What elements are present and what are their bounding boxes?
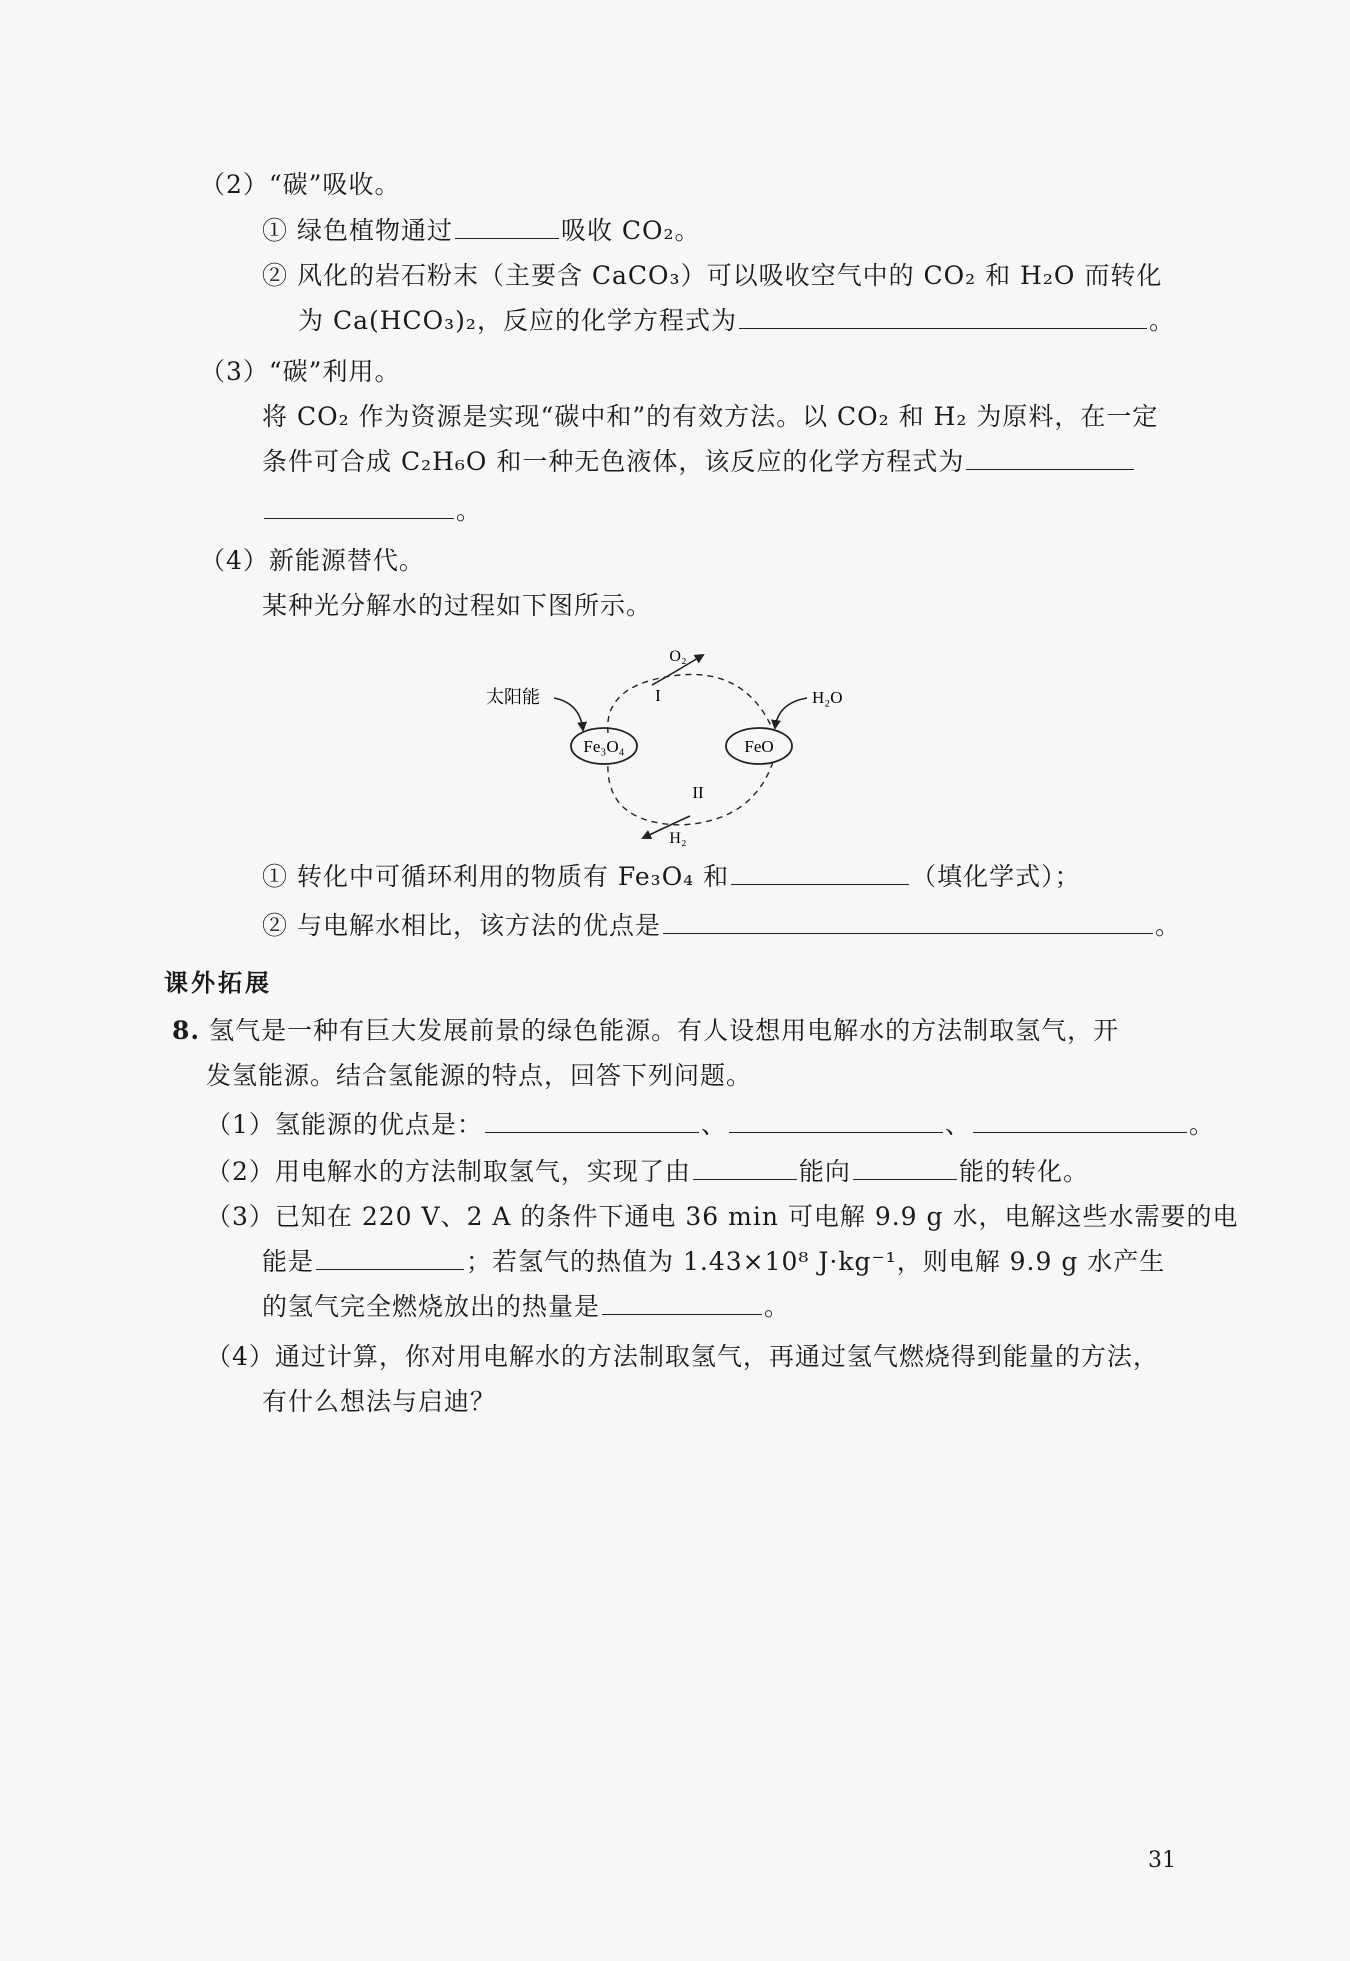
part4-intro: 某种光分解水的过程如下图所示。: [262, 591, 653, 620]
answer-blank[interactable]: [602, 1292, 762, 1315]
part3-heading: （3）“碳”利用。: [200, 357, 401, 386]
part4-heading: （4）新能源替代。: [200, 546, 425, 575]
fe3o4-label: Fe₃O₄: [583, 737, 625, 756]
part4-item1: [262, 860, 1081, 894]
answer-blank[interactable]: [316, 1247, 464, 1270]
q8-part2: [206, 1155, 1089, 1189]
q8-part2-text-a: （2）用电解水的方法制取氢气，实现了由: [206, 1157, 691, 1186]
q8-part4-line1: （4）通过计算，你对用电解水的方法制取氢气，再通过氢气燃烧得到能量的方法，: [206, 1342, 1159, 1371]
part2-item2-text-b: 。: [1148, 306, 1175, 335]
q8-part3-text-b: ；若氢气的热值为 1.43×10⁸ J·kg⁻¹，则电解 9.9 g 水产生: [466, 1247, 1166, 1276]
q8-stem1: 氢气是一种有巨大发展前景的绿色能源。有人设想用电解水的方法制取氢气，开: [209, 1016, 1120, 1045]
part2-item2-line1: ② 风化的岩石粉末（主要含 CaCO₃）可以吸收空气中的 CO₂ 和 H₂O 而转化: [262, 261, 1163, 290]
answer-blank[interactable]: [485, 1110, 699, 1133]
q8-part1-text: （1）氢能源的优点是：: [206, 1110, 483, 1139]
part2-heading: （2）“碳”吸收。: [200, 170, 401, 199]
feo-label: FeO: [744, 737, 774, 756]
h2-label: H₂: [669, 830, 687, 847]
q8-part3-line1: （3）已知在 220 V、2 A 的条件下通电 36 min 可电解 9.9 g 水，电解这些水需要的电: [206, 1202, 1239, 1231]
part4-item1-text-a: ① 转化中可循环利用的物质有 Fe₃O₄ 和: [262, 862, 730, 891]
part2-item1-text-b: 吸收 CO₂。: [560, 216, 701, 245]
part2-item2-text-a: 为 Ca(HCO₃)₂，反应的化学方程式为: [298, 306, 737, 335]
step1-label: I: [655, 686, 661, 705]
step2-label: II: [692, 783, 704, 802]
answer-blank[interactable]: [729, 1110, 943, 1133]
q8-part1-end: 。: [1188, 1110, 1215, 1139]
q8-part1-sep: 、: [944, 1110, 971, 1139]
part2-item2-line2: [298, 304, 1175, 338]
part3-line3: [262, 494, 482, 528]
part2-item1-text-a: ① 绿色植物通过: [262, 216, 453, 245]
q8-part3-text-a: 能是: [262, 1247, 315, 1276]
page-number: 31: [1148, 1848, 1176, 1873]
solar-energy-label: 太阳能: [486, 687, 540, 707]
cycle-arc-top: [608, 674, 773, 733]
section-title: 课外拓展: [164, 969, 272, 997]
part3-line1: 将 CO₂ 作为资源是实现“碳中和”的有效方法。以 CO₂ 和 H₂ 为原料，在一定: [262, 402, 1159, 431]
q8-part3-line2: [262, 1245, 1165, 1279]
solar-arrow: [554, 698, 583, 730]
part3-line2: [262, 445, 1136, 479]
answer-blank[interactable]: [693, 1157, 797, 1180]
q8-part1: [206, 1108, 1215, 1142]
answer-blank[interactable]: [663, 911, 1153, 934]
q8-part3-text-c: 的氢气完全燃烧放出的热量是: [262, 1292, 601, 1321]
part4-item2-text-a: ② 与电解水相比，该方法的优点是: [262, 911, 661, 940]
answer-blank[interactable]: [966, 447, 1134, 470]
cycle-arc-bottom: [608, 762, 773, 825]
part4-item2-text-b: 。: [1154, 911, 1181, 940]
q8-part4-line2: 有什么想法与启迪？: [262, 1387, 497, 1416]
answer-blank[interactable]: [973, 1110, 1187, 1133]
answer-blank[interactable]: [455, 216, 559, 239]
q8-part1-sep: 、: [700, 1110, 727, 1139]
q8-stem-line1: [172, 1014, 1119, 1048]
answer-blank[interactable]: [853, 1157, 957, 1180]
answer-blank[interactable]: [739, 306, 1147, 329]
answer-blank[interactable]: [264, 496, 454, 519]
part4-item1-text-b: （填化学式）；: [911, 862, 1081, 891]
part4-item2: [262, 909, 1181, 943]
h2o-label: H₂O: [812, 688, 843, 707]
q8-number: 8.: [172, 1016, 201, 1045]
q8-part2-text-c: 能的转化。: [958, 1157, 1089, 1186]
q8-part2-text-b: 能向: [798, 1157, 851, 1186]
q8-part3-line3: [262, 1290, 790, 1324]
o2-label: O₂: [669, 648, 687, 665]
part2-item1: [262, 214, 701, 248]
q8-part3-text-d: 。: [764, 1292, 791, 1321]
part3-line2-text: 条件可合成 C₂H₆O 和一种无色液体，该反应的化学方程式为: [262, 447, 965, 476]
answer-blank[interactable]: [731, 862, 909, 885]
q8-stem-line2: 发氢能源。结合氢能源的特点，回答下列问题。: [206, 1061, 753, 1090]
photolysis-cycle-diagram: [470, 635, 870, 850]
water-arrow: [775, 698, 807, 728]
part3-line3-end: 。: [456, 496, 483, 525]
